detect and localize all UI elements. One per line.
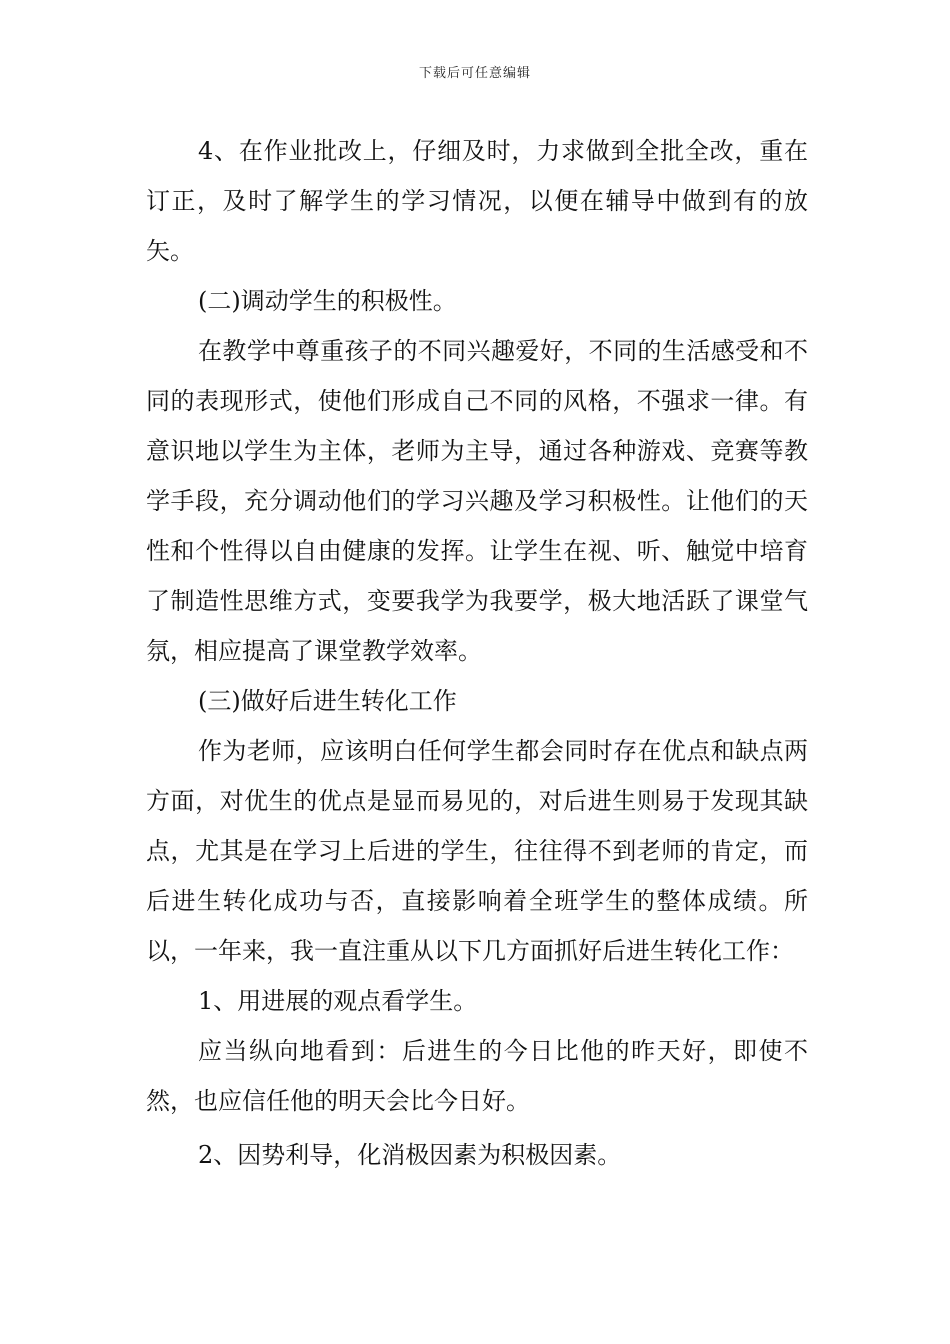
document-body bbox=[146, 126, 808, 1180]
list-item-development-view: 1、用进展的观点看学生。 bbox=[198, 987, 478, 1015]
page-header: 下载后可任意编辑 bbox=[418, 66, 531, 81]
paragraph-motivation: 在教学中尊重孩子的不同兴趣爱好，不同的生活感受和不同的表现形式，使他们形成自己不同的风格，不强求一律。有意识地以学生为主体，老师为主导，通过各种游戏、竞赛等教学手段，充分调动他们的学习兴趣及学习积极性。让他们的天性和个性得以自由健康的发挥。让学生在视、听、触觉中培育了制造性思维方式，变要我学为我要学，极大地活跃了课堂气氛，相应提高了课堂教学效率。 bbox=[146, 337, 808, 665]
paragraph-homework-grading: 4、在作业批改上，仔细及时，力求做到全批全改，重在订正，及时了解学生的学习情况，以便在辅导中做到有的放矢。 bbox=[146, 137, 808, 265]
paragraph-development-view: 应当纵向地看到：后进生的今日比他的昨天好，即使不然，也应信任他的明天会比今日好。 bbox=[146, 1037, 808, 1115]
section-heading-struggling-students: (三)做好后进生转化工作 bbox=[198, 687, 457, 715]
section-heading-motivation: (二)调动学生的积极性。 bbox=[198, 287, 457, 315]
paragraph-struggling-students: 作为老师，应该明白任何学生都会同时存在优点和缺点两方面，对优生的优点是显而易见的，对后进生则易于发现其缺点，尤其是在学习上后进的学生，往往得不到老师的肯定，而后进生转化成功与否，直接影响着全班学生的整体成绩。所以，一年来，我一直注重从以下几方面抓好后进生转化工作： bbox=[146, 737, 808, 965]
list-item-guidance: 2、因势利导，化消极因素为积极因素。 bbox=[198, 1141, 622, 1169]
